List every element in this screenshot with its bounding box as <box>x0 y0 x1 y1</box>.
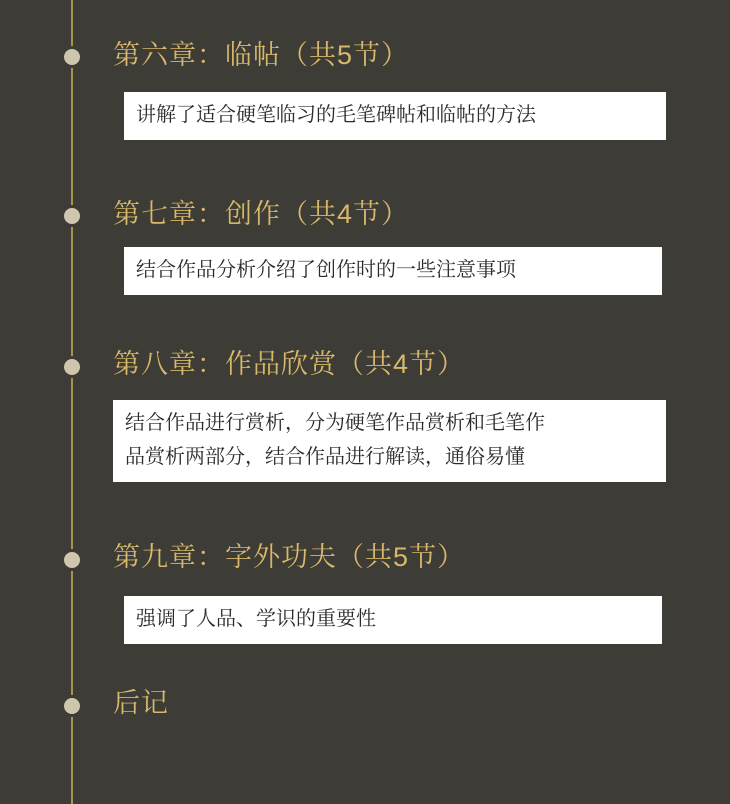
chapter-description-box <box>124 596 662 644</box>
timeline-dot <box>64 359 80 375</box>
chapter-title: 第八章：作品欣赏（共4节） <box>113 349 466 379</box>
chapter-description-line: 结合作品分析介绍了创作时的一些注意事项 <box>136 259 516 281</box>
chapter-description-line: 讲解了适合硬笔临习的毛笔碑帖和临帖的方法 <box>136 104 536 126</box>
chapter-title: 第六章：临帖（共5节） <box>113 40 410 70</box>
chapter-description-line: 强调了人品、学识的重要性 <box>136 608 376 630</box>
timeline-dot <box>64 49 80 65</box>
timeline-axis-line <box>71 0 73 804</box>
chapter-description-box <box>113 400 666 482</box>
chapter-description-line: 品赏析两部分，结合作品进行解读，通俗易懂 <box>125 446 525 468</box>
chapter-title: 后记 <box>113 688 169 718</box>
chapter-description-box <box>124 247 662 295</box>
chapter-title: 第九章：字外功夫（共5节） <box>113 542 466 572</box>
chapter-description-line: 结合作品进行赏析，分为硬笔作品赏析和毛笔作 <box>125 412 545 434</box>
chapter-title: 第七章：创作（共4节） <box>113 199 410 229</box>
timeline-dot <box>64 698 80 714</box>
chapter-description-box <box>124 92 666 140</box>
timeline-dot <box>64 208 80 224</box>
timeline-dot <box>64 552 80 568</box>
